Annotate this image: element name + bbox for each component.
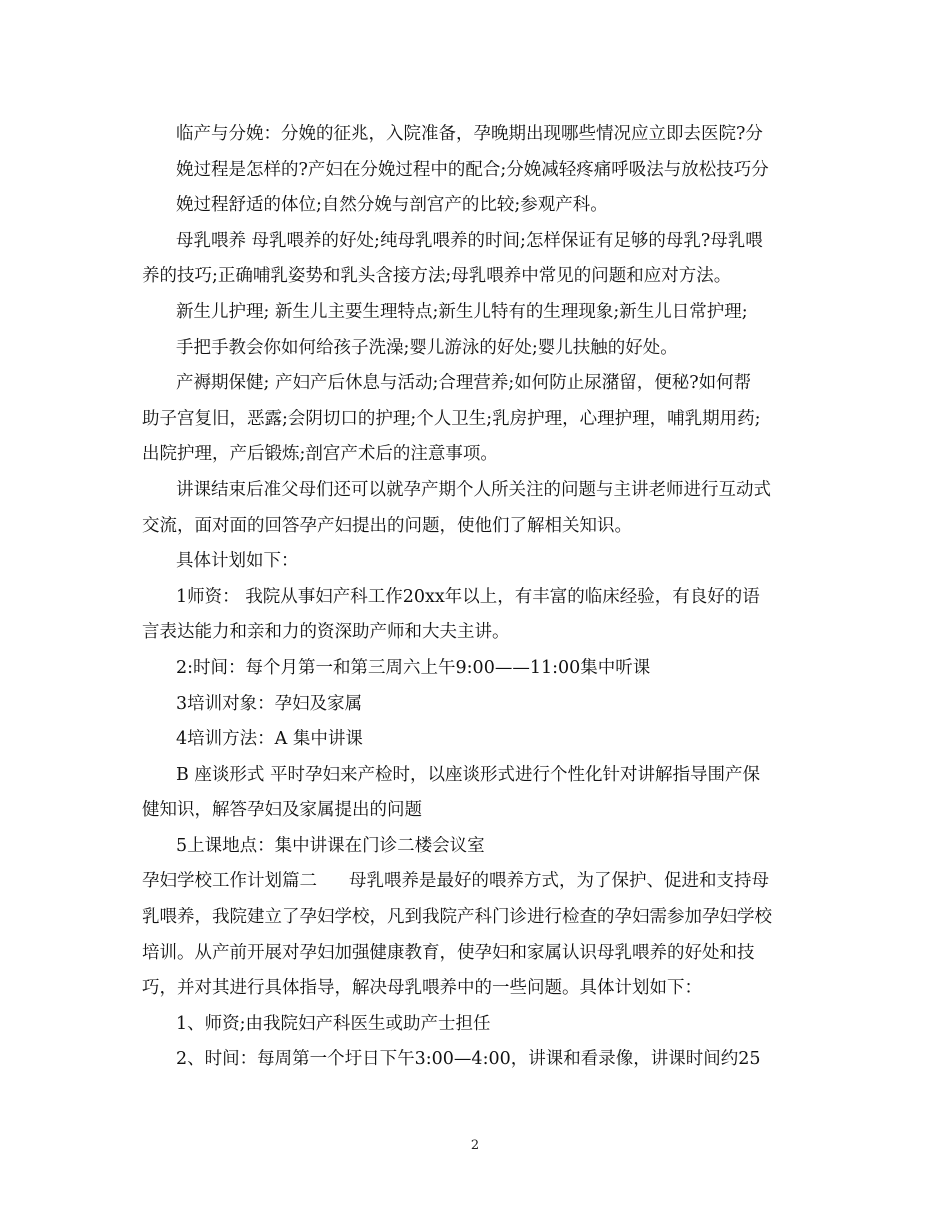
section-heading-line — [142, 864, 822, 900]
text-line: 具体计划如下： — [176, 551, 299, 572]
text-line: 3培训对象：孕妇及家属 — [176, 693, 363, 714]
text-line: 2:时间：每个月第一和第三周六上午9:00——11:00集中听课 — [176, 657, 651, 678]
section-intro: 母乳喂养是最好的喂养方式，为了保护、促进和支持母 — [349, 871, 769, 892]
text-line: 养的技巧;正确哺乳姿势和乳头含接方法;母乳喂养中常见的问题和应对方法。 — [142, 266, 732, 287]
text-line: 母乳喂养 母乳喂养的好处;纯母乳喂养的时间;怎样保证有足够的母乳?母乳喂 — [176, 230, 763, 251]
text-line: 乳喂养，我院建立了孕妇学校，凡到我院产科门诊进行检查的孕妇需参加孕妇学校 — [142, 907, 772, 928]
section-heading: 孕妇学校工作计划篇二 — [142, 871, 317, 892]
text-line: 娩过程是怎样的?产妇在分娩过程中的配合;分娩减轻疼痛呼吸法与放松技巧分 — [176, 159, 769, 180]
text-line: 4培训方法：A 集中讲课 — [176, 729, 363, 750]
text-line: 5上课地点：集中讲课在门诊二楼会议室 — [176, 835, 485, 856]
text-line: 健知识，解答孕妇及家属提出的问题 — [142, 800, 422, 821]
text-line: 娩过程舒适的体位;自然分娩与剖宫产的比较;参观产科。 — [176, 195, 608, 216]
text-line: 2、时间：每周第一个圩日下午3:00—4:00，讲课和看录像，讲课时间约25 — [176, 1049, 761, 1070]
text-line: 1、师资;由我院妇产科医生或助产士担任 — [176, 1013, 491, 1034]
text-line: 产褥期保健; 产妇产后休息与活动;合理营养;如何防止尿潴留，便秘?如何帮 — [176, 373, 752, 394]
text-line: 临产与分娩：分娩的征兆，入院准备，孕晚期出现哪些情况应立即去医院?分 — [176, 124, 763, 144]
page-number: 2 — [470, 1138, 480, 1153]
text-line: 1师资： 我院从事妇产科工作20xx年以上，有丰富的临床经验，有良好的语 — [176, 586, 760, 607]
text-line: 培训。从产前开展对孕妇加强健康教育，使孕妇和家属认识母乳喂养的好处和技 — [142, 942, 755, 963]
text-line: B 座谈形式 平时孕妇来产检时，以座谈形式进行个性化针对讲解指导围产保 — [176, 764, 760, 785]
text-line: 巧，并对其进行具体指导，解决母乳喂养中的一些问题。具体计划如下： — [142, 978, 702, 999]
text-line: 新生儿护理; 新生儿主要生理特点;新生儿特有的生理现象;新生儿日常护理; — [176, 301, 748, 322]
text-line: 助子宫复旧，恶露;会阴切口的护理;个人卫生;乳房护理，心理护理，哺乳期用药; — [142, 408, 761, 429]
text-line: 讲课结束后准父母们还可以就孕产期个人所关注的问题与主讲老师进行互动式 — [176, 479, 771, 500]
text-line: 交流，面对面的回答孕产妇提出的问题，使他们了解相关知识。 — [142, 515, 632, 536]
text-line: 手把手教会你如何给孩子洗澡;婴儿游泳的好处;婴儿扶触的好处。 — [176, 337, 678, 358]
document-body — [142, 117, 822, 1078]
text-line: 出院护理，产后锻炼;剖宫产术后的注意事项。 — [142, 444, 498, 465]
text-line: 言表达能力和亲和力的资深助产师和大夫主讲。 — [142, 622, 510, 643]
